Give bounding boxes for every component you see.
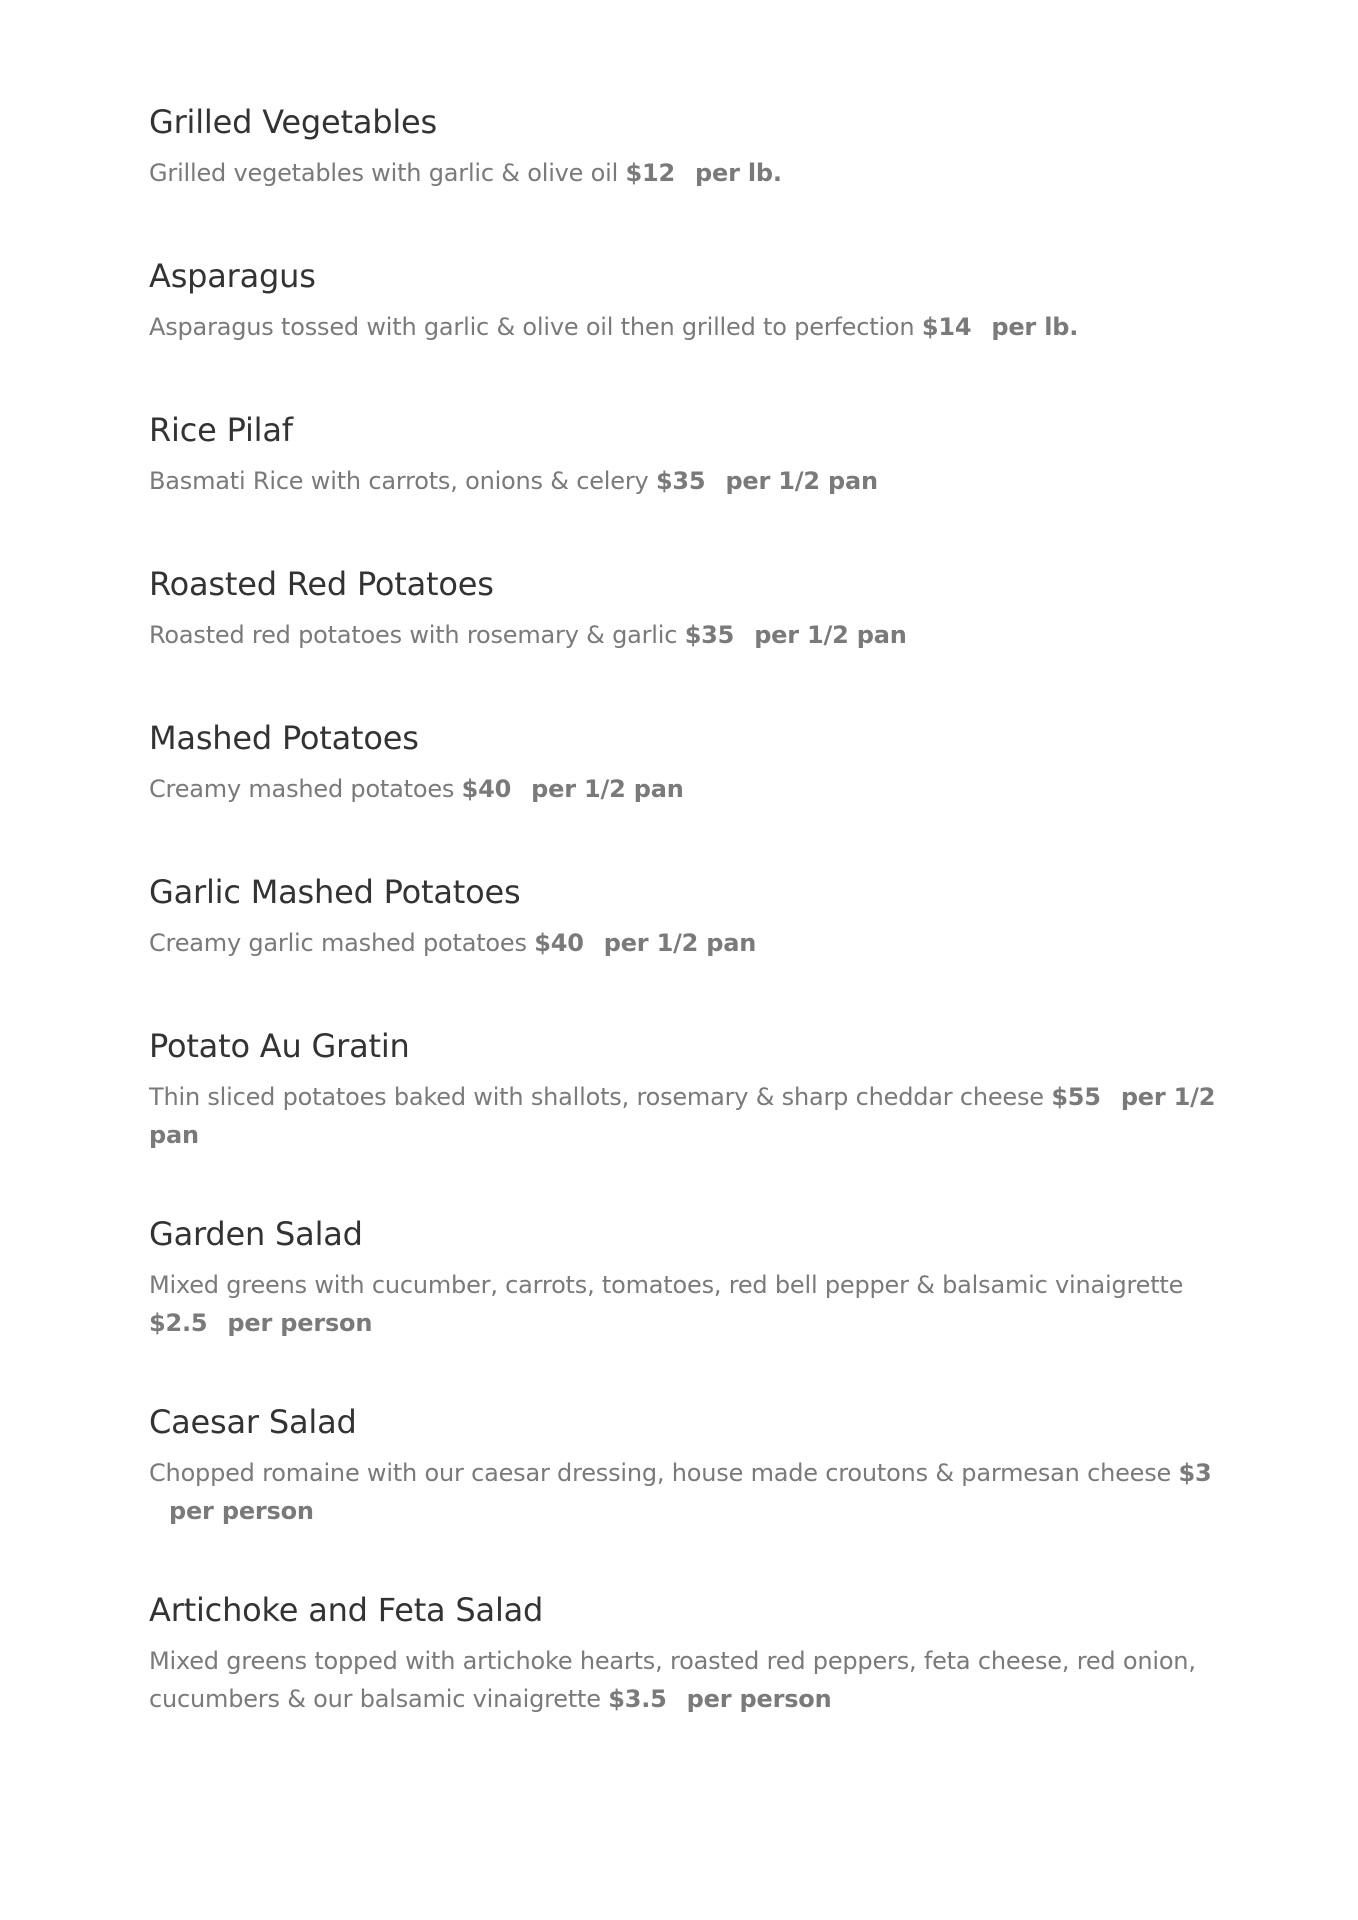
item-title: Garlic Mashed Potatoes [149,873,521,911]
item-unit: per person [227,1309,373,1337]
menu-item-artichoke-and-feta-salad [149,1588,1229,1718]
item-price: $55 [1051,1083,1101,1111]
item-unit: per lb. [695,159,782,187]
item-description [149,770,1229,808]
item-description [149,154,1229,192]
item-title: Potato Au Gratin [149,1027,410,1065]
item-price: $14 [921,313,972,341]
item-unit: per person [169,1497,314,1525]
item-price: $40 [534,929,584,957]
item-price: $3.5 [608,1685,667,1713]
item-price: $3 [1178,1459,1212,1487]
item-description-text: Mixed greens topped with artichoke hearts, roasted red peppers, feta cheese, red onion, cucumbers & our balsamic vinaigrette [149,1647,1196,1713]
menu-item-potato-au-gratin [149,1024,1229,1154]
item-description-text: Creamy garlic mashed potatoes [149,929,527,957]
item-description-text: Asparagus tossed with garlic & olive oil then grilled to perfection [149,313,915,341]
item-description [149,1454,1229,1530]
item-title: Caesar Salad [149,1403,357,1441]
menu-item-roasted-red-potatoes [149,562,1229,654]
item-description [149,924,1229,962]
item-title: Artichoke and Feta Salad [149,1591,544,1629]
item-title: Garden Salad [149,1215,363,1253]
item-unit: per 1/2 pan [149,1083,1216,1149]
menu-list [149,100,1229,1718]
item-description [149,616,1229,654]
item-price: $35 [655,467,706,495]
menu-item-grilled-vegetables [149,100,1229,192]
item-description-text: Chopped romaine with our caesar dressing, house made croutons & parmesan cheese [149,1459,1172,1487]
item-title: Roasted Red Potatoes [149,565,494,603]
item-description-text: Grilled vegetables with garlic & olive oil [149,159,619,187]
item-price: $2.5 [149,1309,208,1337]
item-unit: per person [686,1685,832,1713]
menu-item-garden-salad [149,1212,1229,1342]
menu-item-rice-pilaf [149,408,1229,500]
item-unit: per 1/2 pan [603,929,757,957]
item-unit: per 1/2 pan [531,775,684,803]
item-unit: per 1/2 pan [754,621,907,649]
item-description-text: Roasted red potatoes with rosemary & garlic [149,621,678,649]
menu-item-garlic-mashed-potatoes [149,870,1229,962]
item-description-text: Basmati Rice with carrots, onions & celery [149,467,649,495]
item-description [149,1078,1229,1154]
item-title: Grilled Vegetables [149,103,438,141]
item-title: Asparagus [149,257,316,295]
item-description [149,308,1229,346]
item-price: $40 [461,775,512,803]
item-description [149,1642,1229,1718]
menu-item-mashed-potatoes [149,716,1229,808]
item-price: $12 [625,159,676,187]
item-title: Mashed Potatoes [149,719,419,757]
item-price: $35 [684,621,735,649]
item-description-text: Creamy mashed potatoes [149,775,455,803]
item-unit: per 1/2 pan [725,467,878,495]
item-description-text: Thin sliced potatoes baked with shallots, rosemary & sharp cheddar cheese [149,1083,1044,1111]
item-title: Rice Pilaf [149,411,293,449]
menu-item-caesar-salad [149,1400,1229,1530]
item-description [149,462,1229,500]
menu-item-asparagus [149,254,1229,346]
item-description [149,1266,1229,1342]
item-description-text: Mixed greens with cucumber, carrots, tomatoes, red bell pepper & balsamic vinaigrette [149,1271,1184,1299]
item-unit: per lb. [991,313,1079,341]
